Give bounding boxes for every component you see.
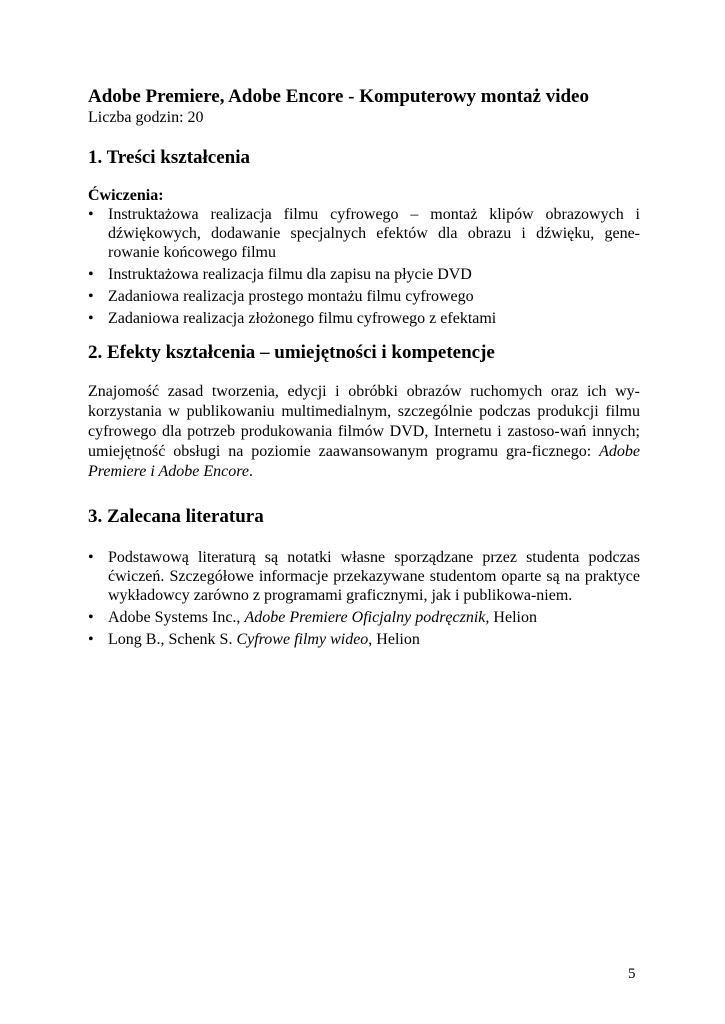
- reference-title: Adobe Premiere Oficjalny podręcznik,: [244, 609, 490, 626]
- section-2-text: Znajomość zasad tworzenia, edycji i obróbki obrazów ruchomych oraz ich wy-korzystania w publikowaniu multimedialnym, szczególnie podczas produkcji filmu cyfrowego dla potrzeb produkowania filmów DVD, Internetu i zastoso-wań innych; umiejętność obsługi na poziomie zaawansowanym programu gra-ficznego:: [88, 383, 640, 460]
- literature-list: [88, 548, 640, 649]
- reference-author: Long B., Schenk S.: [108, 631, 237, 648]
- hours-count: Liczba godzin: 20: [88, 109, 204, 126]
- section-2-heading: 2. Efekty kształcenia – umiejętności i kompetencje: [88, 342, 495, 363]
- section-1-heading: 1. Treści kształcenia: [88, 147, 251, 168]
- page-number: 5: [628, 966, 636, 982]
- reference-publisher: , Helion: [368, 631, 420, 648]
- list-item: [88, 630, 640, 649]
- list-item: [88, 608, 640, 627]
- reference-author: Adobe Systems Inc.,: [108, 609, 245, 626]
- section-2-paragraph: [88, 382, 640, 482]
- reference-publisher: Helion: [489, 609, 537, 626]
- section-2-italic-programs: Adobe Premiere i Adobe Encore: [88, 443, 640, 480]
- reference-title: Cyfrowe filmy wideo: [236, 631, 369, 648]
- list-item: • Instruktażowa realizacja filmu cyfrowego – montaż klipów obrazowych i dźwiękowych, dodawanie specjalnych efektów dla obrazu i dźwięku, gene-rowanie końcowego filmu: [88, 205, 640, 262]
- list-item: • Zadaniowa realizacja prostego montażu filmu cyfrowego: [88, 287, 640, 306]
- section-1-subheading: Ćwiczenia:: [88, 187, 164, 204]
- document-title: Adobe Premiere, Adobe Encore - Komputerowy montaż video: [88, 86, 589, 107]
- exercises-list: [88, 205, 640, 328]
- section-2-text-end: .: [248, 463, 253, 480]
- list-item: • Instruktażowa realizacja filmu dla zapisu na płycie DVD: [88, 265, 640, 284]
- list-item: • Zadaniowa realizacja złożonego filmu cyfrowego z efektami: [88, 309, 640, 328]
- document-page: [88, 86, 640, 652]
- section-3-heading: 3. Zalecana literatura: [88, 506, 264, 527]
- list-item: • Podstawową literaturą są notatki własne sporządzane przez studenta podczas ćwiczeń. Szczegółowe informacje przekazywane studentom oparte są na praktyce wykładowcy zarówno z programami graficznymi, jak i publikowa-niem.: [88, 548, 640, 605]
